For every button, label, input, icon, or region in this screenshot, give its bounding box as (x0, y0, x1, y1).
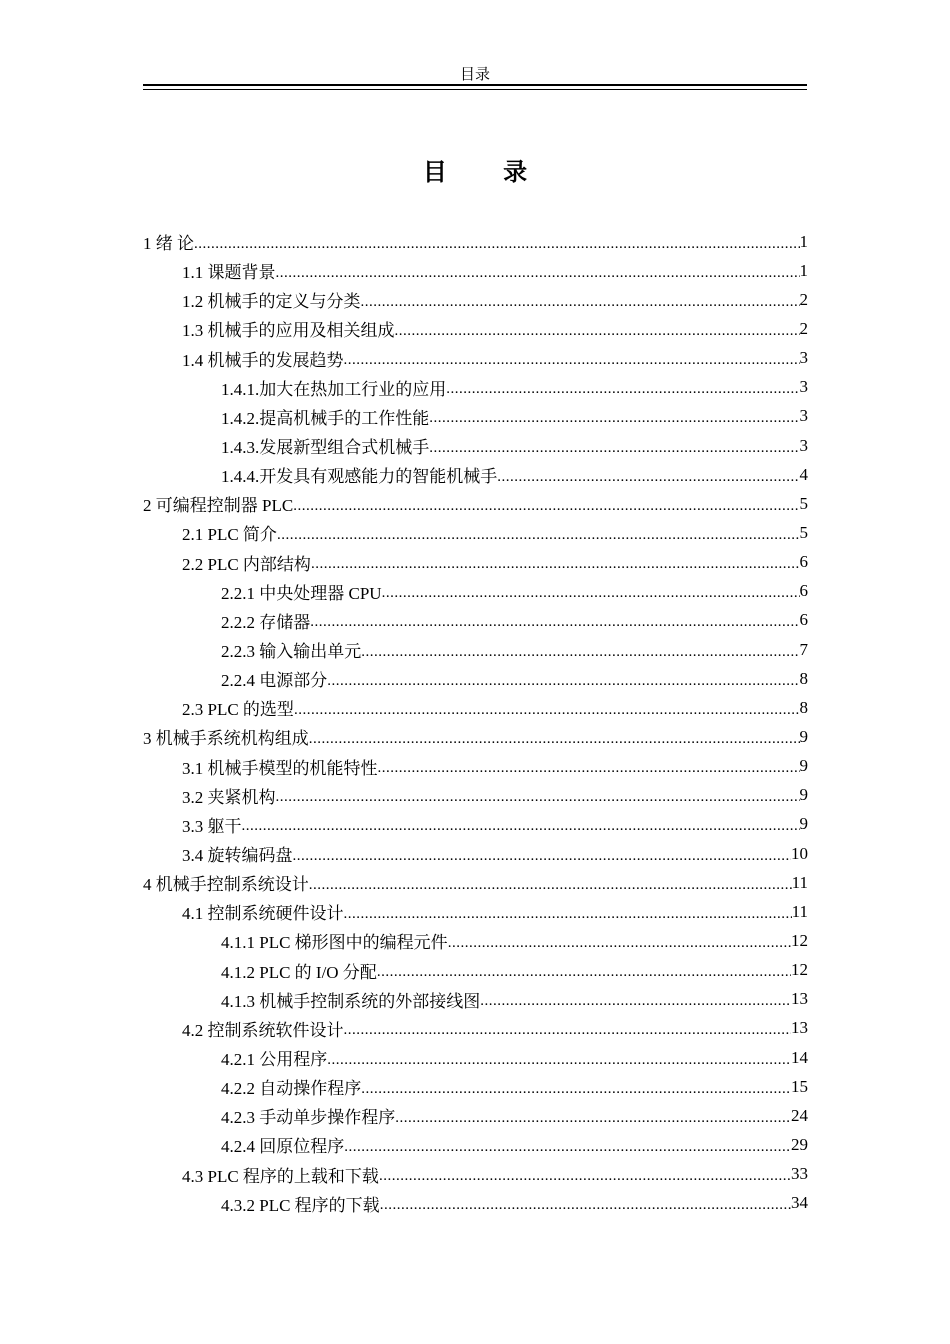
toc-entry[interactable] (143, 956, 808, 985)
toc-entry-title: 4.3.2 PLC 程序的下载 (221, 1195, 380, 1215)
toc-entry-title: 2.2.3 输入输出单元 (221, 642, 362, 662)
toc-entry[interactable] (143, 868, 808, 897)
toc-entry[interactable] (143, 897, 808, 926)
toc-entry-title: 4.2.3 手动单步操作程序 (221, 1108, 396, 1128)
toc-entry[interactable] (143, 693, 808, 722)
toc-entry[interactable] (143, 985, 808, 1014)
dot-leader (382, 582, 800, 600)
toc-page-number: 5 (799, 493, 808, 513)
toc-page-number: 3 (799, 406, 808, 426)
dot-leader (344, 1136, 791, 1154)
toc-page-number: 9 (799, 726, 808, 746)
toc-entry[interactable] (143, 722, 808, 751)
toc-page-number: 2 (799, 318, 808, 338)
toc-page-number: 34 (791, 1193, 808, 1213)
toc-page-number: 7 (799, 639, 808, 659)
toc-entry-title: 4.1.1 PLC 梯形图中的编程元件 (221, 933, 448, 953)
toc-page-number: 33 (791, 1164, 808, 1184)
dot-leader (327, 1049, 791, 1067)
toc-entry[interactable] (143, 227, 808, 256)
toc-entry[interactable] (143, 781, 808, 810)
toc-page-number: 24 (791, 1105, 808, 1125)
header-rule (143, 84, 807, 90)
toc-entry-title: 4 机械手控制系统设计 (143, 875, 309, 895)
toc-entry[interactable] (143, 344, 808, 373)
toc-entry[interactable] (143, 1101, 808, 1130)
toc-entry[interactable] (143, 373, 808, 402)
toc-page-number: 12 (791, 930, 808, 950)
dot-leader (242, 815, 800, 833)
toc-page-number: 9 (799, 785, 808, 805)
toc-entry[interactable] (143, 577, 808, 606)
toc-page-number: 3 (799, 348, 808, 368)
toc-entry-title: 3.4 旋转编码盘 (182, 846, 293, 866)
toc-entry-title: 4.1 控制系统硬件设计 (182, 904, 344, 924)
toc-entry[interactable] (143, 839, 808, 868)
toc-entry-title: 1 绪 论 (143, 234, 194, 254)
toc-page-number: 4 (799, 464, 808, 484)
toc-page-number: 6 (799, 581, 808, 601)
toc-entry[interactable] (143, 1014, 808, 1043)
toc-entry[interactable] (143, 548, 808, 577)
toc-page-number: 13 (791, 1018, 808, 1038)
toc-entry[interactable] (143, 1160, 808, 1189)
dot-leader (497, 466, 799, 484)
toc-entry[interactable] (143, 664, 808, 693)
toc-entry-title: 4.2 控制系统软件设计 (182, 1020, 344, 1040)
dot-leader (361, 641, 799, 659)
toc-entry[interactable] (143, 1043, 808, 1072)
toc-entry-title: 4.2.1 公用程序 (221, 1050, 328, 1069)
dot-leader (327, 670, 799, 688)
dot-leader (361, 291, 800, 309)
dot-leader (310, 611, 799, 629)
dot-leader (309, 874, 792, 892)
toc-page-number: 14 (791, 1047, 808, 1067)
toc-page-number: 11 (791, 901, 808, 921)
toc-page-number: 8 (799, 668, 808, 688)
toc-page-number: 2 (799, 289, 808, 309)
toc-entry-title: 2.2.2 存储器 (221, 612, 311, 632)
toc-entry-title: 1.4.4.开发具有观感能力的智能机械手 (221, 467, 498, 487)
dot-leader (277, 524, 800, 542)
dot-leader (276, 262, 800, 280)
toc-entry-title: 4.1.3 机械手控制系统的外部接线图 (221, 991, 481, 1011)
toc-title: 目 录 (422, 158, 552, 186)
toc-page-number: 10 (791, 843, 808, 863)
toc-page-number: 11 (791, 872, 808, 892)
dot-leader (377, 961, 791, 979)
toc-page-number: 9 (799, 756, 808, 776)
toc-entry[interactable] (143, 606, 808, 635)
toc-entry[interactable] (143, 431, 808, 460)
toc-page-number: 1 (799, 260, 808, 280)
dot-leader (361, 1078, 791, 1096)
toc-entry-title: 3.3 躯干 (182, 816, 242, 836)
dot-leader (344, 903, 792, 921)
toc-entry-title: 4.2.4 回原位程序 (221, 1137, 345, 1157)
dot-leader (429, 437, 799, 455)
dot-leader (194, 233, 800, 251)
dot-leader (429, 407, 799, 425)
toc-page-number: 6 (799, 610, 808, 630)
toc-entry[interactable] (143, 635, 808, 664)
toc-entry-title: 4.2.2 自动操作程序 (221, 1079, 362, 1099)
toc-entry[interactable] (143, 285, 808, 314)
toc-entry[interactable] (143, 1072, 808, 1101)
toc-page-number: 3 (799, 377, 808, 397)
toc-entry-title: 2.2.4 电源部分 (221, 671, 328, 691)
dot-leader (380, 1194, 791, 1212)
toc-page-number: 12 (791, 960, 808, 980)
toc-page-number: 15 (791, 1076, 808, 1096)
dot-leader (276, 786, 800, 804)
toc-entry[interactable] (143, 1130, 808, 1159)
dot-leader (379, 1165, 791, 1183)
toc-entry[interactable] (143, 489, 808, 518)
toc-entry-title: 2.2.1 中央处理器 CPU (221, 583, 382, 603)
toc-entry[interactable] (143, 752, 808, 781)
toc-page-number: 3 (799, 435, 808, 455)
toc-entry-title: 1.4.1.加大在热加工行业的应用 (221, 379, 447, 399)
dot-leader (448, 932, 791, 950)
toc-entry-title: 1.3 机械手的应用及相关组成 (182, 321, 395, 341)
dot-leader (293, 495, 799, 513)
dot-leader (294, 699, 800, 717)
toc-entry[interactable] (143, 1189, 808, 1218)
dot-leader (446, 378, 799, 396)
toc-entry-title: 1.4.3.发展新型组合式机械手 (221, 438, 430, 458)
toc-entry[interactable] (143, 810, 808, 839)
toc-entry-title: 1.2 机械手的定义与分类 (182, 292, 361, 312)
dot-leader (395, 1107, 791, 1125)
toc-page-number: 1 (799, 231, 808, 251)
toc-entry[interactable] (143, 256, 808, 285)
toc-entry[interactable] (143, 402, 808, 431)
table-of-contents (143, 227, 808, 1218)
toc-entry-title: 2.1 PLC 简介 (182, 525, 277, 545)
dot-leader (344, 1019, 792, 1037)
toc-page-number: 5 (799, 522, 808, 542)
dot-leader (480, 990, 791, 1008)
dot-leader (293, 845, 792, 863)
running-header: 目录 (459, 67, 490, 83)
toc-page-number: 8 (799, 697, 808, 717)
toc-entry-title: 4.1.2 PLC 的 I/O 分配 (221, 962, 377, 982)
toc-page-number: 13 (791, 989, 808, 1009)
toc-entry-title: 3.1 机械手模型的机能特性 (182, 758, 378, 778)
dot-leader (344, 349, 800, 367)
toc-entry-title: 3 机械手系统机构组成 (143, 729, 309, 749)
dot-leader (309, 728, 800, 746)
toc-entry-title: 1.1 课题背景 (182, 263, 276, 283)
dot-leader (378, 757, 800, 775)
toc-entry-title: 1.4 机械手的发展趋势 (182, 350, 344, 370)
toc-page-number: 29 (791, 1134, 808, 1154)
toc-entry-title: 3.2 夹紧机构 (182, 787, 276, 807)
toc-entry[interactable] (143, 314, 808, 343)
toc-entry-title: 1.4.2.提高机械手的工作性能 (221, 408, 430, 428)
dot-leader (311, 553, 800, 571)
toc-entry-title: 4.3 PLC 程序的上载和下载 (182, 1166, 379, 1186)
dot-leader (395, 320, 800, 338)
toc-page-number: 9 (799, 814, 808, 834)
toc-entry[interactable] (143, 926, 808, 955)
toc-entry-title: 2 可编程控制器 PLC (143, 496, 294, 516)
toc-entry-title: 2.2 PLC 内部结构 (182, 554, 311, 574)
toc-entry[interactable] (143, 460, 808, 489)
toc-page-number: 6 (799, 552, 808, 572)
toc-entry[interactable] (143, 518, 808, 547)
toc-entry-title: 2.3 PLC 的选型 (182, 700, 294, 720)
